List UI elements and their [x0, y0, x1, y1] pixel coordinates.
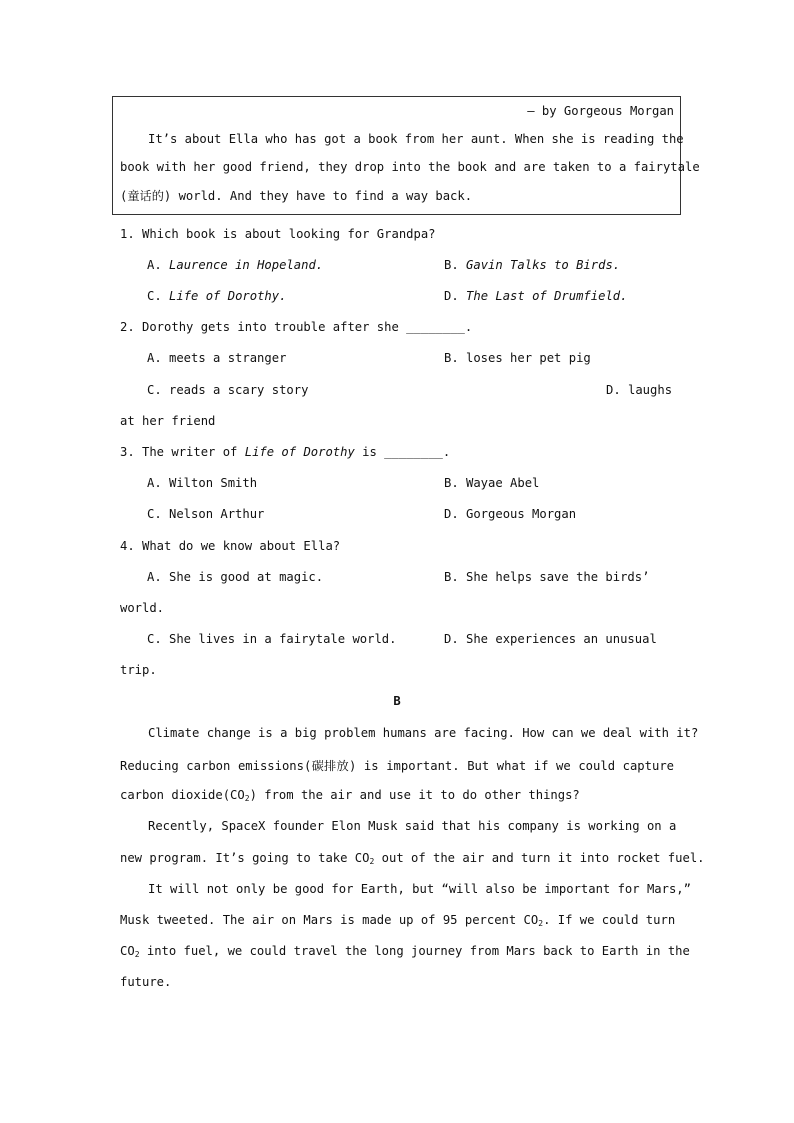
question-2-stem: 2. Dorothy gets into trouble after she ________. — [120, 320, 473, 334]
q4-option-b-continued: world. — [120, 601, 165, 615]
co2-subscript: 2 — [369, 857, 375, 866]
q1-option-a-letter: A. — [147, 258, 162, 272]
review-text-line-1: It’s about Ella who has got a book from her aunt. When she is reading the — [148, 132, 684, 146]
passage-b-p2-line-2 — [120, 851, 705, 866]
q1-option-c-letter: C. — [147, 289, 162, 303]
q4-option-d: D. She experiences an unusual — [444, 632, 657, 646]
q3-stem-book-title: Life of Dorothy — [244, 445, 355, 459]
p2-line2-text-b: out of the air and turn it into rocket fuel. — [374, 851, 705, 865]
p3-line3-text-a: CO — [120, 944, 135, 958]
passage-b-p3-line-2 — [120, 913, 674, 928]
passage-b-p3-line-1: It will not only be good for Earth, but “will also be important for Mars,” — [148, 882, 691, 896]
q3-option-c: C. Nelson Arthur — [147, 507, 265, 521]
review-text-line-3: (童话的) world. And they have to find a way back. — [120, 189, 473, 203]
review-text-line-2: book with her good friend, they drop into the book and are taken to a fairytale — [120, 160, 700, 174]
co2-subscript: 2 — [538, 919, 544, 928]
p3-line3-text-b: into fuel, we could travel the long journey from Mars back to Earth in the — [139, 944, 690, 958]
section-b-heading: B — [393, 694, 401, 708]
passage-b-p1-line-2: Reducing carbon emissions(碳排放) is important. But what if we could capture — [120, 759, 674, 773]
q3-stem-start: 3. The writer of — [120, 445, 238, 459]
q3-option-d: D. Gorgeous Morgan — [444, 507, 577, 521]
q1-option-d-title: The Last of Drumfield. — [466, 289, 628, 303]
q2-option-c: C. reads a scary story — [147, 383, 309, 397]
q1-option-a — [147, 258, 323, 272]
q1-option-b — [444, 258, 620, 272]
q3-option-a: A. Wilton Smith — [147, 476, 258, 490]
p3-line2-text-b: . If we could turn — [543, 913, 676, 927]
passage-b-p2-line-1: Recently, SpaceX founder Elon Musk said that his company is working on a — [148, 819, 677, 833]
p2-line2-text-a: new program. It’s going to take CO — [120, 851, 370, 865]
q2-option-d-continued: at her friend — [120, 414, 216, 428]
q2-option-d: D. laughs — [606, 383, 673, 397]
co2-subscript: 2 — [134, 950, 140, 959]
q3-stem-end: is ________. — [362, 445, 451, 459]
q1-option-c-title: Life of Dorothy. — [169, 289, 287, 303]
co2-subscript: 2 — [244, 794, 250, 803]
q1-option-b-title: Gavin Talks to Birds. — [466, 258, 621, 272]
review-attribution: — by Gorgeous Morgan — [527, 104, 674, 118]
question-1-stem: 1. Which book is about looking for Grandpa? — [120, 227, 436, 241]
q1-option-b-letter: B. — [444, 258, 459, 272]
p1-line3-text-b: ) from the air and use it to do other things? — [249, 788, 580, 802]
passage-b-p3-line-3 — [120, 944, 690, 959]
q4-option-d-continued: trip. — [120, 663, 157, 677]
q4-option-b: B. She helps save the birds’ — [444, 570, 650, 584]
q1-option-d-letter: D. — [444, 289, 459, 303]
q3-option-b: B. Wayae Abel — [444, 476, 540, 490]
p3-line2-text-a: Musk tweeted. The air on Mars is made up of 95 percent CO — [120, 913, 539, 927]
passage-b-p3-line-4: future. — [120, 975, 172, 989]
q4-option-a: A. She is good at magic. — [147, 570, 324, 584]
q2-option-a: A. meets a stranger — [147, 351, 287, 365]
passage-b-p1-line-3 — [120, 788, 580, 803]
question-4-stem: 4. What do we know about Ella? — [120, 539, 341, 553]
q4-option-c: C. She lives in a fairytale world. — [147, 632, 397, 646]
q1-option-d — [444, 289, 627, 303]
q1-option-c — [147, 289, 286, 303]
q1-option-a-title: Laurence in Hopeland. — [169, 258, 324, 272]
q2-option-b: B. loses her pet pig — [444, 351, 591, 365]
passage-b-p1-line-1: Climate change is a big problem humans are facing. How can we deal with it? — [148, 726, 699, 740]
p1-line3-text-a: carbon dioxide(CO — [120, 788, 245, 802]
question-3-stem — [120, 445, 450, 459]
